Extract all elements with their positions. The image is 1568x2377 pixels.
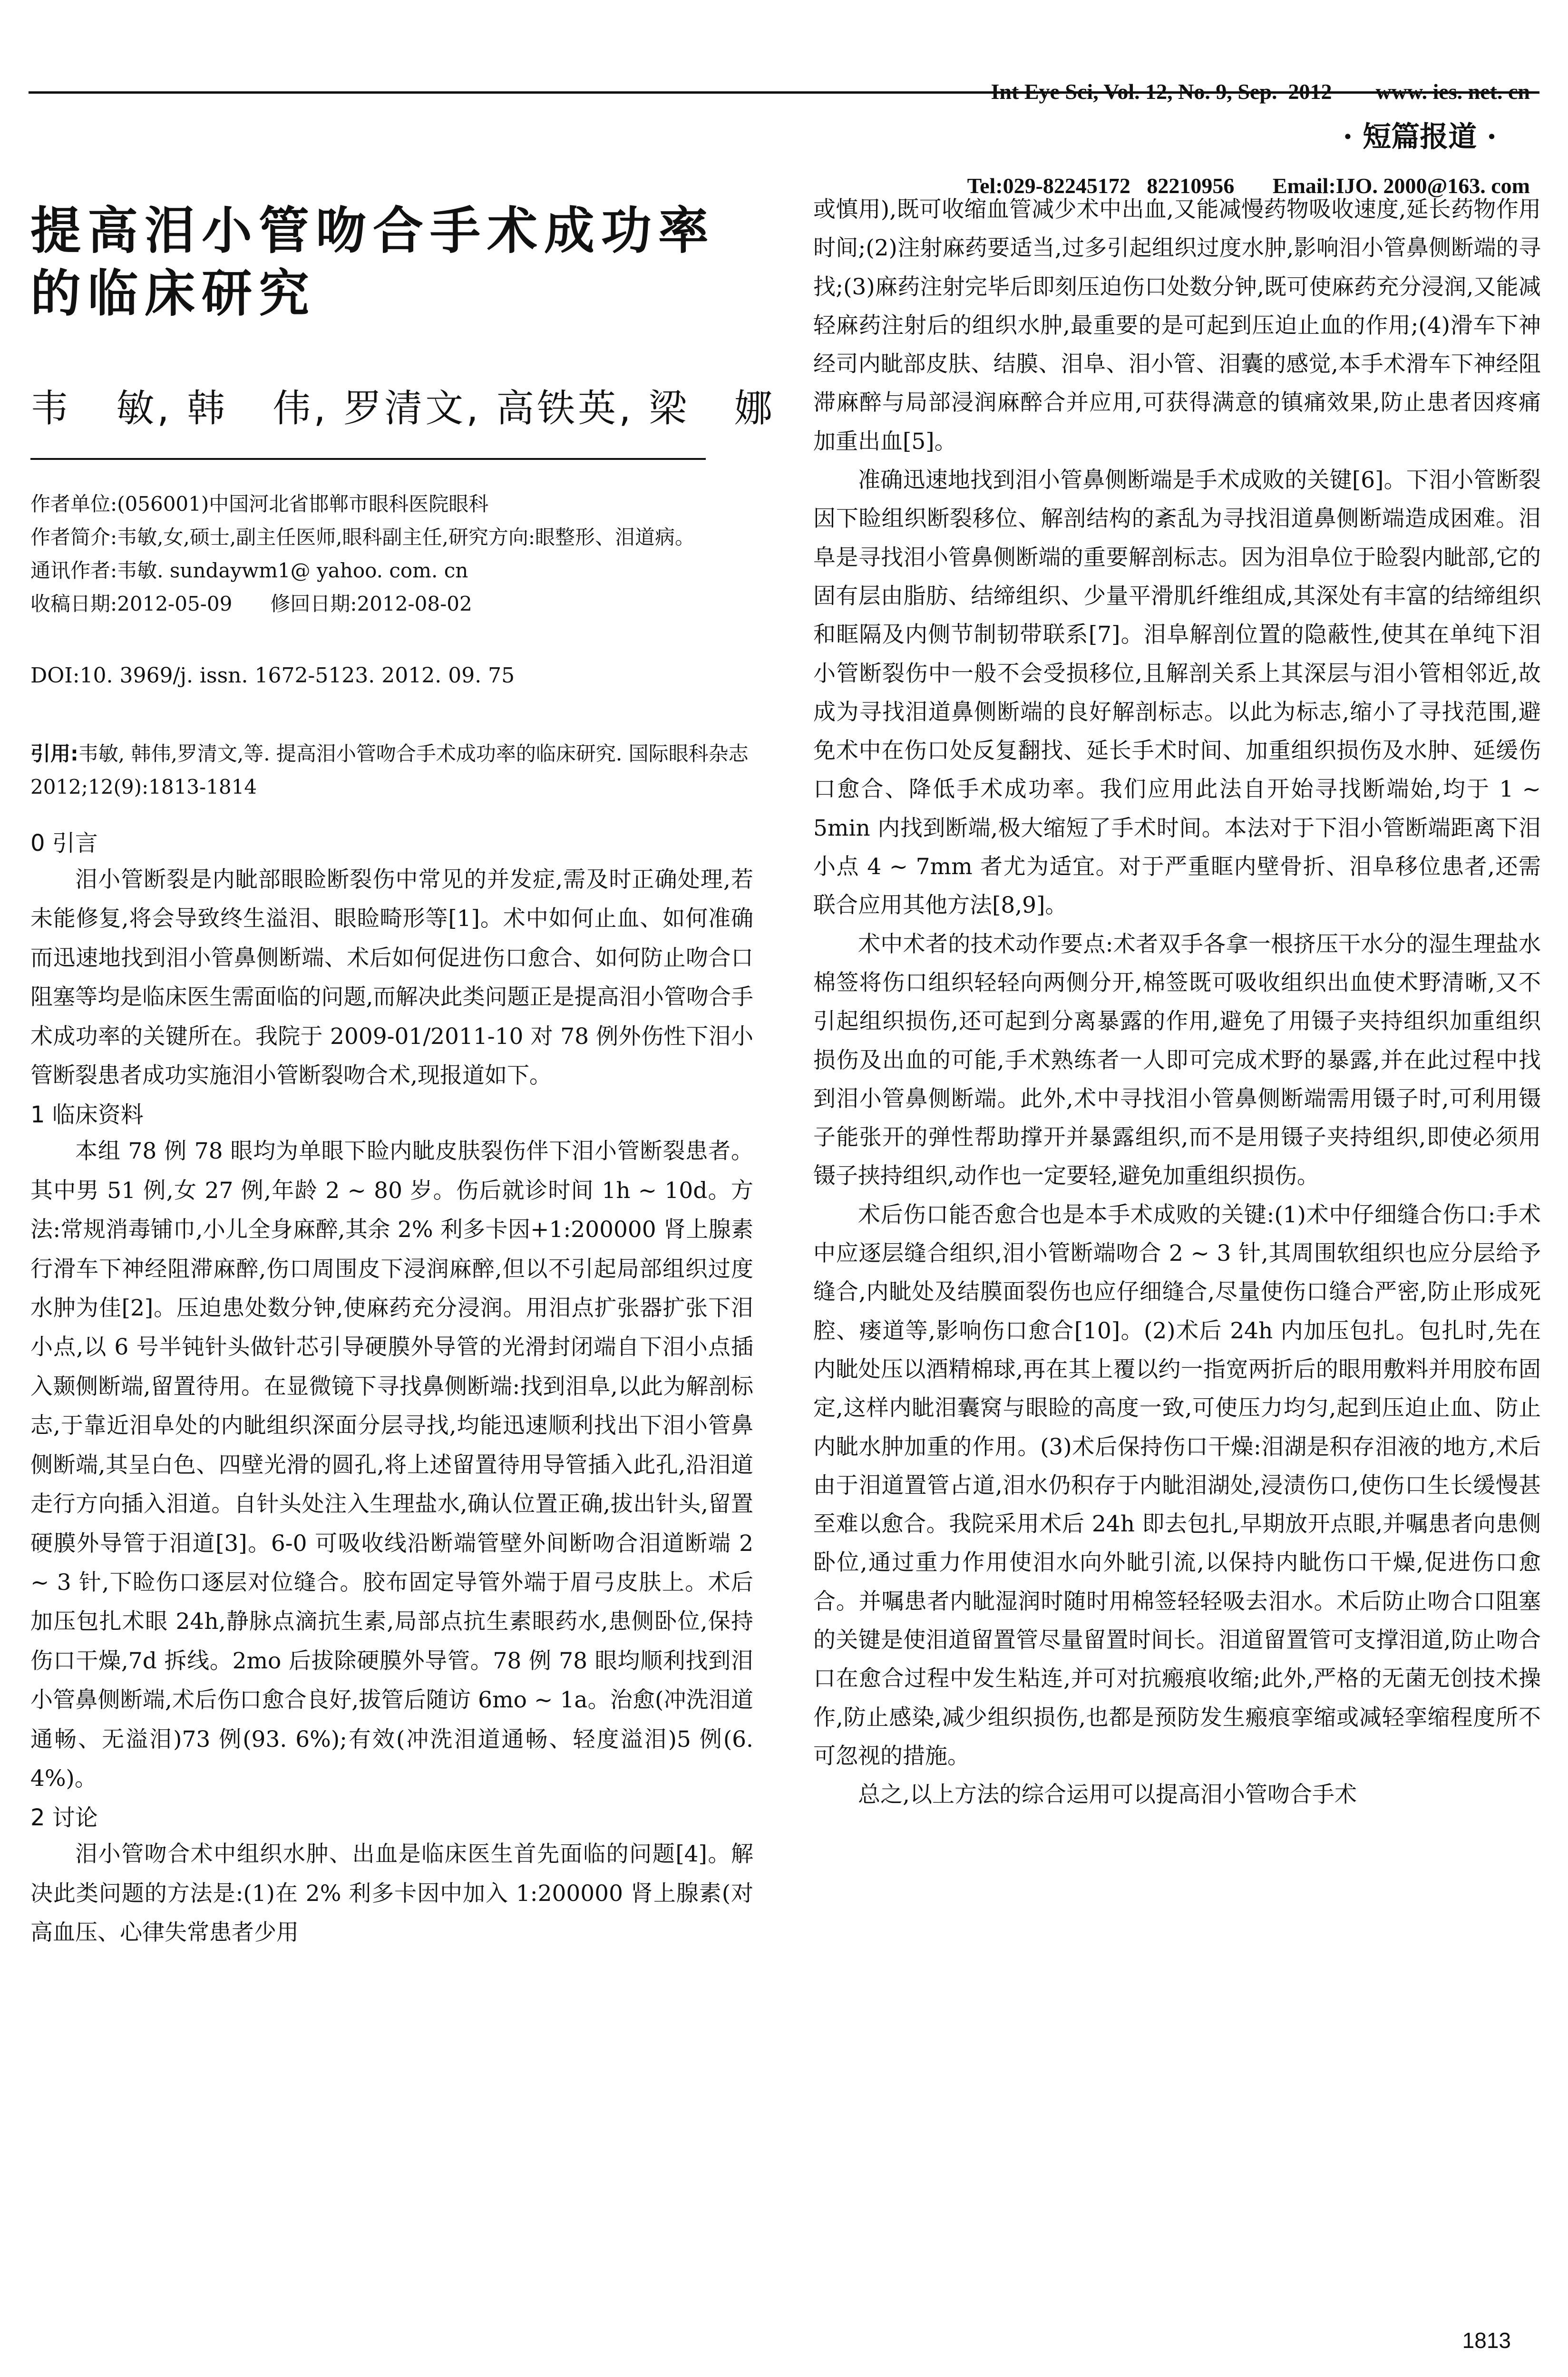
body-paragraph: 术后伤口能否愈合也是本手术成败的关键:(1)术中仔细缝合伤口:手术中应逐层缝合组织,泪小管断端吻合 2 ~ 3 针,其周围软组织也应分层给予缝合,内眦处及结膜面裂伤也应仔细缝合,尽量使伤口缝合严密,防止形成死腔、瘘道等,影响伤口愈合[10]。(2)术后 24h 内加压包扎。包扎时,先在内眦处压以酒精棉球,再在其上覆以约一指宽两折后的眼用敷料并用胶布固定,这样内眦泪囊窝与眼睑的高度一致,可使压力均匀,起到压迫止血、防止内眦水肿加重的作用。(3)术后保持伤口干燥:泪湖是积存泪液的地方,术后由于泪道置管占道,泪水仍积存于内眦泪湖处,浸渍伤口,使伤口生长缓慢甚至难以愈合。我院采用术后 24h 即去包扎,早期放开点眼,并嘱患者向患侧卧位,通过重力作用使泪水向外眦引流,以保持内眦伤口干燥,促进伤口愈合。并嘱患者内眦湿润时随时用棉签轻轻吸去泪水。术后防止吻合口阻塞的关键是使泪道留置管尽量留置时间长。泪道留置管可支撑泪道,防止吻合口在愈合过程中发生粘连,并可对抗瘢痕收缩;此外,严格的无菌无创技术操作,防止感染,减少组织损伤,也都是预防发生瘢痕挛缩或减轻挛缩程度所不可忽视的措施。 bbox=[813, 1201, 1541, 1769]
author-list: 韦 敏, 韩 伟, 罗清文, 高铁英, 梁 娜 bbox=[30, 386, 776, 430]
body-paragraph: 总之,以上方法的综合运用可以提高泪小管吻合手术 bbox=[858, 1782, 1357, 1808]
received-dates: 收稿日期:2012-05-09 修回日期:2012-08-02 bbox=[30, 592, 472, 615]
citation-text: 韦敏, 韩伟,罗清文,等. 提高泪小管吻合手术成功率的临床研究. 国际眼科杂志 2012;12(9):1813-1814 bbox=[30, 742, 749, 799]
section-label: · 短篇报道 · bbox=[1343, 120, 1497, 154]
article-title: 提高泪小管吻合手术成功率的临床研究 bbox=[30, 202, 715, 323]
body-paragraph: 准确迅速地找到泪小管鼻侧断端是手术成败的关键[6]。下泪小管断裂因下睑组织断裂移位、解剖结构的紊乱为寻找泪道鼻侧断端造成困难。泪阜是寻找泪小管鼻侧断端的重要解剖标志。因为泪阜位于睑裂内眦部,它的固有层由脂肪、结缔组织、少量平滑肌纤维组成,其深处有丰富的结缔组织和眶隔及内侧节制韧带联系[7]。泪阜解剖位置的隐蔽性,使其在单纯下泪小管断裂伤中一般不会受损移位,且解剖关系上其深层与泪小管相邻近,故成为寻找泪道鼻侧断端的良好解剖标志。以此为标志,缩小了寻找范围,避免术中在伤口处反复翻找、延长手术时间、加重组织损伤及水肿、延缓伤口愈合、降低手术成功率。我们应用此法自开始寻找断端始,均于 1 ~ 5min 内找到断端,极大缩短了手术时间。本法对于下泪小管断端距离下泪小点 4 ~ 7mm 者尤为适宜。对于严重眶内壁骨折、泪阜移位患者,还需联合应用其他方法[8,9]。 bbox=[813, 467, 1541, 919]
left-column bbox=[30, 190, 776, 1953]
section-heading-clinical-data: 1 临床资料 bbox=[30, 1101, 144, 1129]
doi: DOI:10. 3969/j. issn. 1672-5123. 2012. 09. 75 bbox=[30, 663, 515, 688]
section-heading-discussion: 2 讨论 bbox=[30, 1804, 98, 1831]
affiliation: 作者单位:(056001)中国河北省邯郸市眼科医院眼科 bbox=[30, 492, 489, 516]
section-heading-introduction: 0 引言 bbox=[30, 830, 98, 857]
author-bio: 作者简介:韦敏,女,硕士,副主任医师,眼科副主任,研究方向:眼整形、泪道病。 bbox=[30, 526, 695, 549]
journal-info-line: Int Eye Sci, Vol. 12, No. 9, Sep. 2012 www. ies. net. cn bbox=[991, 79, 1530, 104]
citation-label: 引用: bbox=[30, 742, 78, 765]
author-metadata bbox=[30, 487, 753, 621]
body-paragraph: 术中术者的技术动作要点:术者双手各拿一根挤压干水分的湿生理盐水棉签将伤口组织轻轻向两侧分开,棉签既可吸收组织出血使术野清晰,又不引起组织损伤,还可起到分离暴露的作用,避免了用镊子夹持组织加重组织损伤及出血的可能,手术熟练者一人即可完成术野的暴露,并在此过程中找到泪小管鼻侧断端。此外,术中寻找泪小管鼻侧断端需用镊子时,可利用镊子能张开的弹性帮助撑开并暴露组织,而不是用镊子夹持组织,即使必须用镊子挟持组织,动作也一定要轻,避免加重组织损伤。 bbox=[813, 931, 1541, 1189]
header-rule bbox=[29, 91, 1539, 94]
page-number: 1813 bbox=[1462, 2328, 1511, 2353]
body-paragraph: 泪小管断裂是内眦部眼睑断裂伤中常见的并发症,需及时正确处理,若未能修复,将会导致终生溢泪、眼睑畸形等[1]。术中如何止血、如何准确而迅速地找到泪小管鼻侧断端、术后如何促进伤口愈合、如何防止吻合口阻塞等均是临床医生需面临的问题,而解决此类问题正是提高泪小管吻合手术成功率的关键所在。我院于 2009-01/2011-10 对 78 例外伤性下泪小管断裂患者成功实施泪小管断裂吻合术,现报道如下。 bbox=[30, 867, 753, 1089]
right-column bbox=[813, 190, 1541, 1814]
body-paragraph: 本组 78 例 78 眼均为单眼下睑内眦皮肤裂伤伴下泪小管断裂患者。其中男 51 例,女 27 例,年龄 2 ~ 80 岁。伤后就诊时间 1h ~ 10d。方法:常规消毒铺巾,小儿全身麻醉,其余 2% 利多卡因+1:200000 肾上腺素行滑车下神经阻滞麻醉,伤口周围皮下浸润麻醉,但以不引起局部组织过度水肿为佳[2]。压迫患处数分钟,使麻药充分浸润。用泪点扩张器扩张下泪小点,以 6 号半钝针头做针芯引导硬膜外导管的光滑封闭端自下泪小点插入颞侧断端,留置待用。在显微镜下寻找鼻侧断端:找到泪阜,以此为解剖标志,于靠近泪阜处的内眦组织深面分层寻找,均能迅速顺利找出下泪小管鼻侧断端,其呈白色、四壁光滑的圆孔,将上述留置待用导管插入此孔,沿泪道走行方向插入泪道。自针头处注入生理盐水,确认位置正确,拔出针头,留置硬膜外导管于泪道[3]。6-0 可吸收线沿断端管壁外间断吻合泪道断端 2 ~ 3 针,下睑伤口逐层对位缝合。胶布固定导管外端于眉弓皮肤上。术后加压包扎术眼 24h,静脉点滴抗生素,局部点抗生素眼药水,患侧卧位,保持伤口干燥,7d 拆线。2mo 后拔除硬膜外导管。78 例 78 眼均顺利找到泪小管鼻侧断端,术后伤口愈合良好,拔管后随访 6mo ~ 1a。治愈(冲洗泪道通畅、无溢泪)73 例(93. 6%);有效(冲洗泪道通畅、轻度溢泪)5 例(6. 4%)。 bbox=[30, 1138, 753, 1792]
author-rule bbox=[30, 458, 706, 460]
citation bbox=[30, 737, 753, 804]
journal-contact-line: Tel:029-82245172 82210956 Email:IJO. 2000@163. com bbox=[967, 174, 1530, 198]
body-paragraph: 或慎用),既可收缩血管减少术中出血,又能减慢药物吸收速度,延长药物作用时间;(2)注射麻药要适当,过多引起组织过度水肿,影响泪小管鼻侧断端的寻找;(3)麻药注射完毕后即刻压迫伤口处数分钟,既可使麻药充分浸润,又能减轻麻药注射后的组织水肿,最重要的是可起到压迫止血的作用;(4)滑车下神经司内眦部皮肤、结膜、泪阜、泪小管、泪囊的感觉,本手术滑车下神经阻滞麻醉与局部浸润麻醉合并应用,可获得满意的镇痛效果,防止患者因疼痛加重出血[5]。 bbox=[813, 196, 1541, 455]
correspondence: 通讯作者:韦敏. sundaywm1@ yahoo. com. cn bbox=[30, 559, 468, 582]
body-paragraph: 泪小管吻合术中组织水肿、出血是临床医生首先面临的问题[4]。解决此类问题的方法是:(1)在 2% 利多卡因中加入 1:200000 肾上腺素(对高血压、心律失常患者少用 bbox=[30, 1841, 753, 1946]
